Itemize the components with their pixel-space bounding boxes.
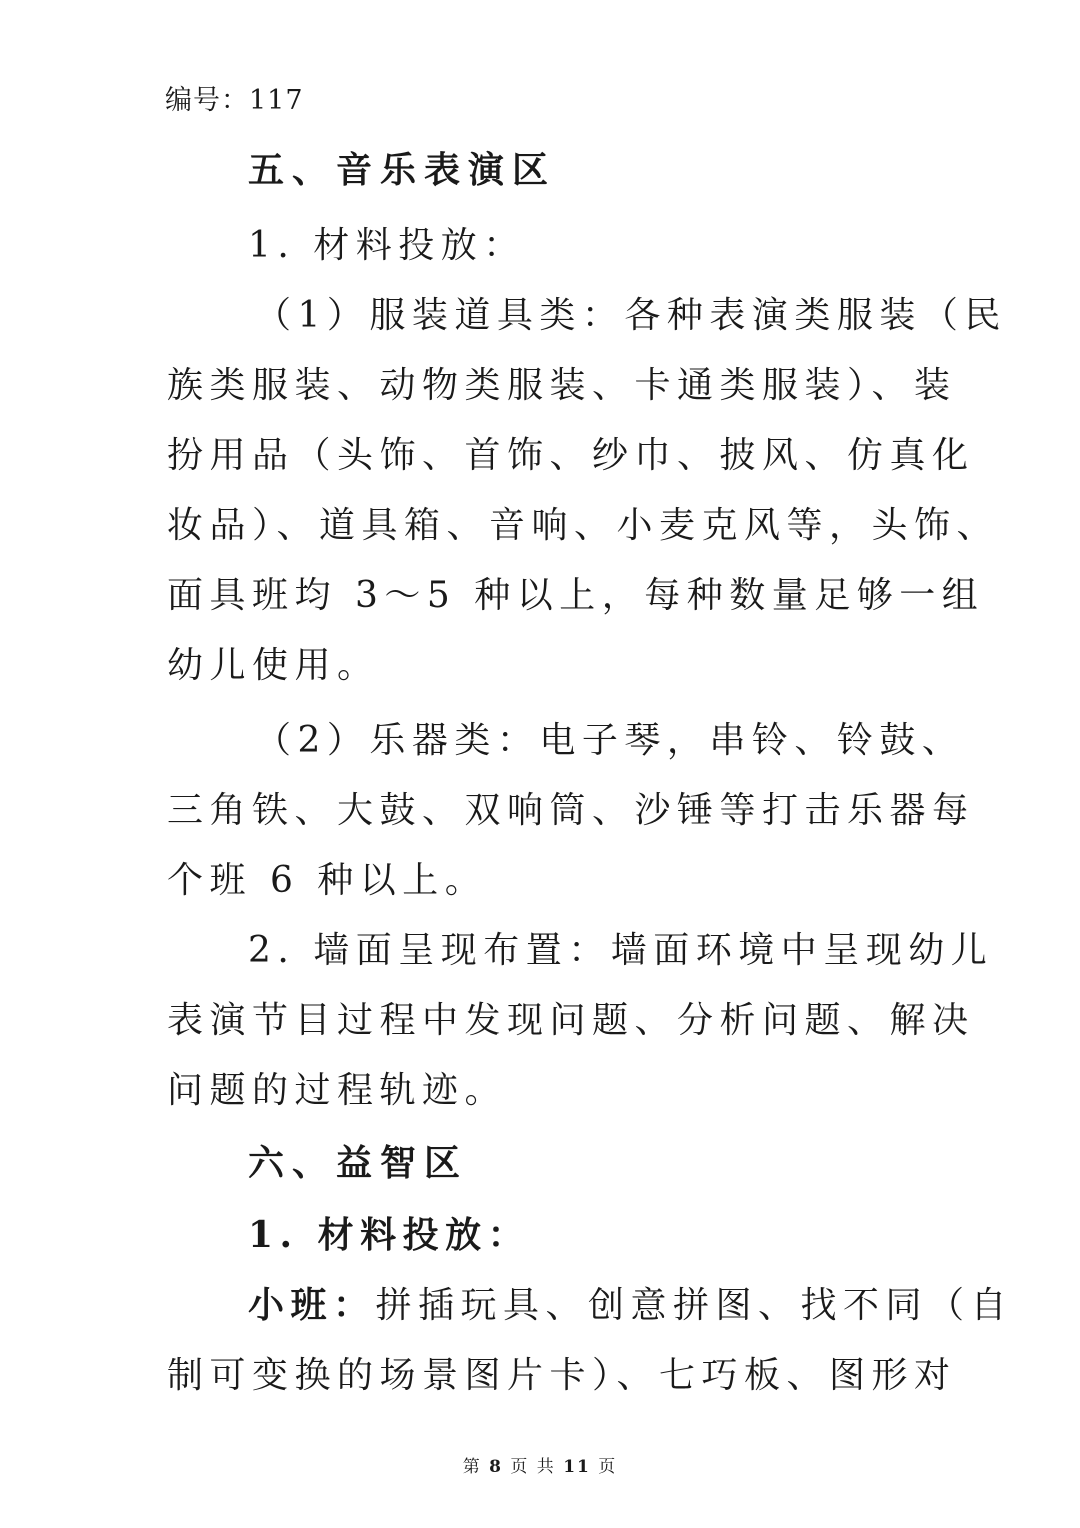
paragraph-line: （2）乐器类：电子琴，串铃、铃鼓、 bbox=[255, 720, 965, 761]
paragraph-line: 族类服装、动物类服装、卡通类服装）、装 bbox=[167, 365, 957, 406]
paragraph-line: 面具班均 3～5 种以上，每种数量足够一组 bbox=[167, 575, 985, 616]
footer-total-pages: 11 bbox=[563, 1457, 591, 1477]
footer-middle: 页 共 bbox=[510, 1457, 556, 1477]
footer-prefix: 第 bbox=[462, 1457, 482, 1477]
paragraph-line: 妆品）、道具箱、音响、小麦克风等，头饰、 bbox=[167, 505, 1000, 546]
subheading-materials: 1. 材料投放： bbox=[248, 1214, 531, 1256]
section-heading-music: 五、音乐表演区 bbox=[248, 149, 557, 191]
footer-suffix: 页 bbox=[598, 1457, 618, 1477]
paragraph-line: 幼儿使用。 bbox=[167, 645, 380, 686]
class-label: 小班： bbox=[248, 1284, 376, 1326]
subheading-materials: 1. 材料投放： bbox=[248, 225, 526, 266]
paragraph-line bbox=[248, 1277, 1014, 1328]
paragraph-line: 表演节目过程中发现问题、分析问题、解决 bbox=[167, 1000, 975, 1041]
paragraph-line: 个班 6 种以上。 bbox=[167, 860, 488, 901]
paragraph-line: 扮用品（头饰、首饰、纱巾、披风、仿真化 bbox=[167, 435, 975, 476]
paragraph-line: 2. 墙面呈现布置：墙面环境中呈现幼儿 bbox=[248, 930, 994, 971]
paragraph-line: 问题的过程轨迹。 bbox=[167, 1070, 508, 1111]
document-serial-number: 编号：117 bbox=[165, 85, 304, 116]
page-footer bbox=[0, 1452, 1080, 1477]
paragraph-text: 拼插玩具、创意拼图、找不同（自 bbox=[375, 1285, 1014, 1326]
paragraph-line: 三角铁、大鼓、双响筒、沙锤等打击乐器每 bbox=[167, 790, 975, 831]
paragraph-line: （1）服装道具类：各种表演类服装（民 bbox=[255, 295, 1007, 336]
footer-page-number: 8 bbox=[489, 1457, 503, 1477]
section-heading-puzzle: 六、益智区 bbox=[248, 1142, 469, 1184]
paragraph-line: 制可变换的场景图片卡）、七巧板、图形对 bbox=[167, 1355, 957, 1396]
